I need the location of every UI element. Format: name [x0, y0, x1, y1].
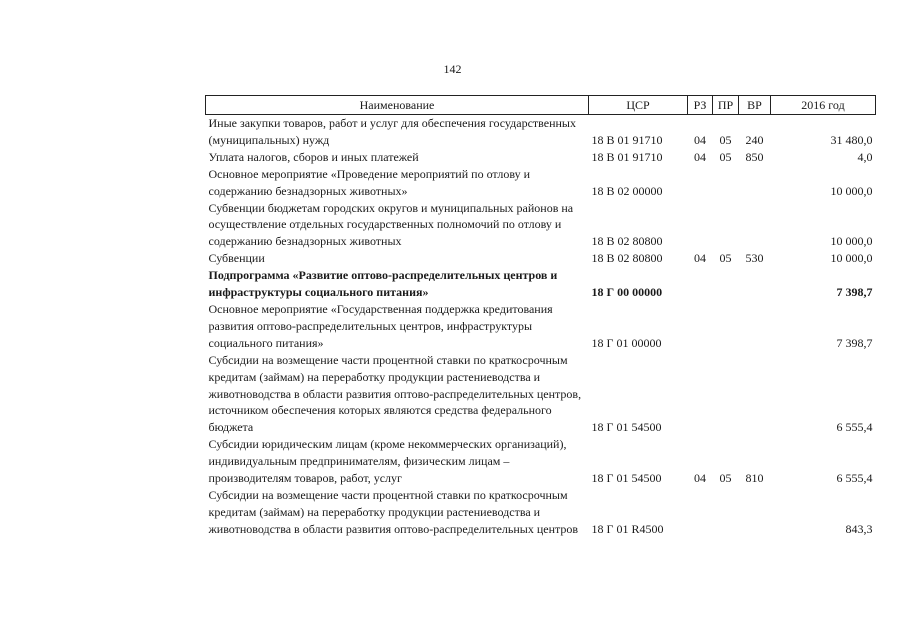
row-vr: 530: [745, 251, 764, 266]
row-rz: 04: [694, 132, 706, 147]
row-rz: 04: [694, 251, 706, 266]
row-vr: 240: [745, 132, 764, 147]
row-csr: 18 В 01 91710: [591, 132, 663, 147]
row-name: Основное мероприятие «Проведение мероприятий по отлову и содержанию безнадзорных животных»: [208, 166, 531, 198]
row-sum: 4,0: [857, 149, 873, 164]
row-rz: [688, 487, 713, 538]
row-csr: 18 Г 01 54500: [591, 420, 662, 435]
row-vr: [739, 487, 771, 538]
row-vr: 810: [745, 471, 764, 486]
row-sum: 843,3: [845, 521, 873, 536]
row-rz: 04: [694, 149, 706, 164]
table-row: [206, 149, 876, 166]
row-vr: [739, 166, 771, 200]
table-row: [206, 115, 876, 149]
row-name: Субсидии на возмещение части процентной ставки по краткосрочным кредитам (займам) на переработку продукции растениеводства и животноводства в области развития оптово-распределительных центров, источником обеспечения которых являются средства федерального бюджета: [208, 352, 582, 435]
row-sum: 6 555,4: [836, 420, 873, 435]
row-name: Основное мероприятие «Государственная поддержка кредитования развития оптово-распределительных центров, инфраструктуры социального питания»: [208, 301, 553, 350]
row-pr: [713, 267, 739, 301]
table-row: [206, 200, 876, 251]
row-csr: 18 Г 01 R4500: [591, 521, 664, 536]
row-csr: 18 Г 01 54500: [591, 471, 662, 486]
row-pr: [713, 166, 739, 200]
row-rz: [688, 301, 713, 352]
table-row: [206, 301, 876, 352]
row-sum: 10 000,0: [830, 251, 873, 266]
row-rz: [688, 352, 713, 437]
row-name: Подпрограмма «Развитие оптово-распределительных центров и инфраструктуры социального питания»: [208, 268, 558, 300]
row-name: Субвенции: [208, 251, 265, 266]
row-csr: 18 В 02 00000: [591, 183, 663, 198]
row-rz: [688, 267, 713, 301]
header-vr: ВР: [739, 96, 771, 115]
row-vr: [739, 301, 771, 352]
row-sum: 10 000,0: [830, 183, 873, 198]
row-rz: [688, 200, 713, 251]
table-row: [206, 487, 876, 538]
row-csr: 18 Г 01 00000: [591, 335, 662, 350]
row-name: Субвенции бюджетам городских округов и муниципальных районов на осуществление отдельных государственных полномочий по отлову и содержанию безнадзорных животных: [208, 200, 574, 249]
row-csr: 18 В 02 80800: [591, 234, 663, 249]
table-row: [206, 436, 876, 487]
row-sum: 31 480,0: [830, 132, 873, 147]
row-csr: 18 В 02 80800: [591, 251, 663, 266]
row-csr: 18 Г 00 00000: [591, 285, 663, 300]
row-pr: 05: [719, 149, 732, 164]
row-name: Субсидии на возмещение части процентной ставки по краткосрочным кредитам (займам) на переработку продукции растениеводства и животноводства в области развития оптово-распределительных центров: [208, 487, 579, 536]
row-vr: 850: [745, 149, 764, 164]
table-row: [206, 352, 876, 437]
row-sum: 6 555,4: [836, 471, 873, 486]
row-name: Иные закупки товаров, работ и услуг для обеспечения государственных (муниципальных) нужд: [208, 116, 576, 147]
table-header-row: [206, 96, 876, 115]
row-vr: [739, 267, 771, 301]
row-pr: 05: [719, 251, 732, 266]
row-rz: 04: [694, 471, 706, 486]
row-pr: [713, 200, 739, 251]
row-pr: 05: [719, 471, 732, 486]
row-name: Уплата налогов, сборов и иных платежей: [208, 149, 419, 164]
row-pr: 05: [719, 132, 732, 147]
table-row: [206, 250, 876, 267]
row-vr: [739, 352, 771, 437]
row-vr: [739, 200, 771, 251]
budget-table: [205, 95, 876, 538]
table-row: [206, 166, 876, 200]
header-pr: ПР: [713, 96, 739, 115]
row-sum: 7 398,7: [836, 285, 873, 300]
row-pr: [713, 487, 739, 538]
page-number: 142: [443, 62, 462, 76]
header-name: Наименование: [206, 96, 589, 115]
row-rz: [688, 166, 713, 200]
table-body: [206, 115, 876, 538]
row-pr: [713, 352, 739, 437]
row-sum: 7 398,7: [836, 335, 873, 350]
row-sum: 10 000,0: [830, 234, 873, 249]
header-rz: РЗ: [688, 96, 713, 115]
row-name: Субсидии юридическим лицам (кроме некоммерческих организаций), индивидуальным предпринимателям, физическим лицам – производителям товаров, работ, услуг: [208, 437, 567, 486]
row-csr: 18 В 01 91710: [591, 149, 663, 164]
row-pr: [713, 301, 739, 352]
header-csr: ЦСР: [589, 96, 688, 115]
table-row-subprogram: [206, 267, 876, 301]
header-year: 2016 год: [771, 96, 876, 115]
